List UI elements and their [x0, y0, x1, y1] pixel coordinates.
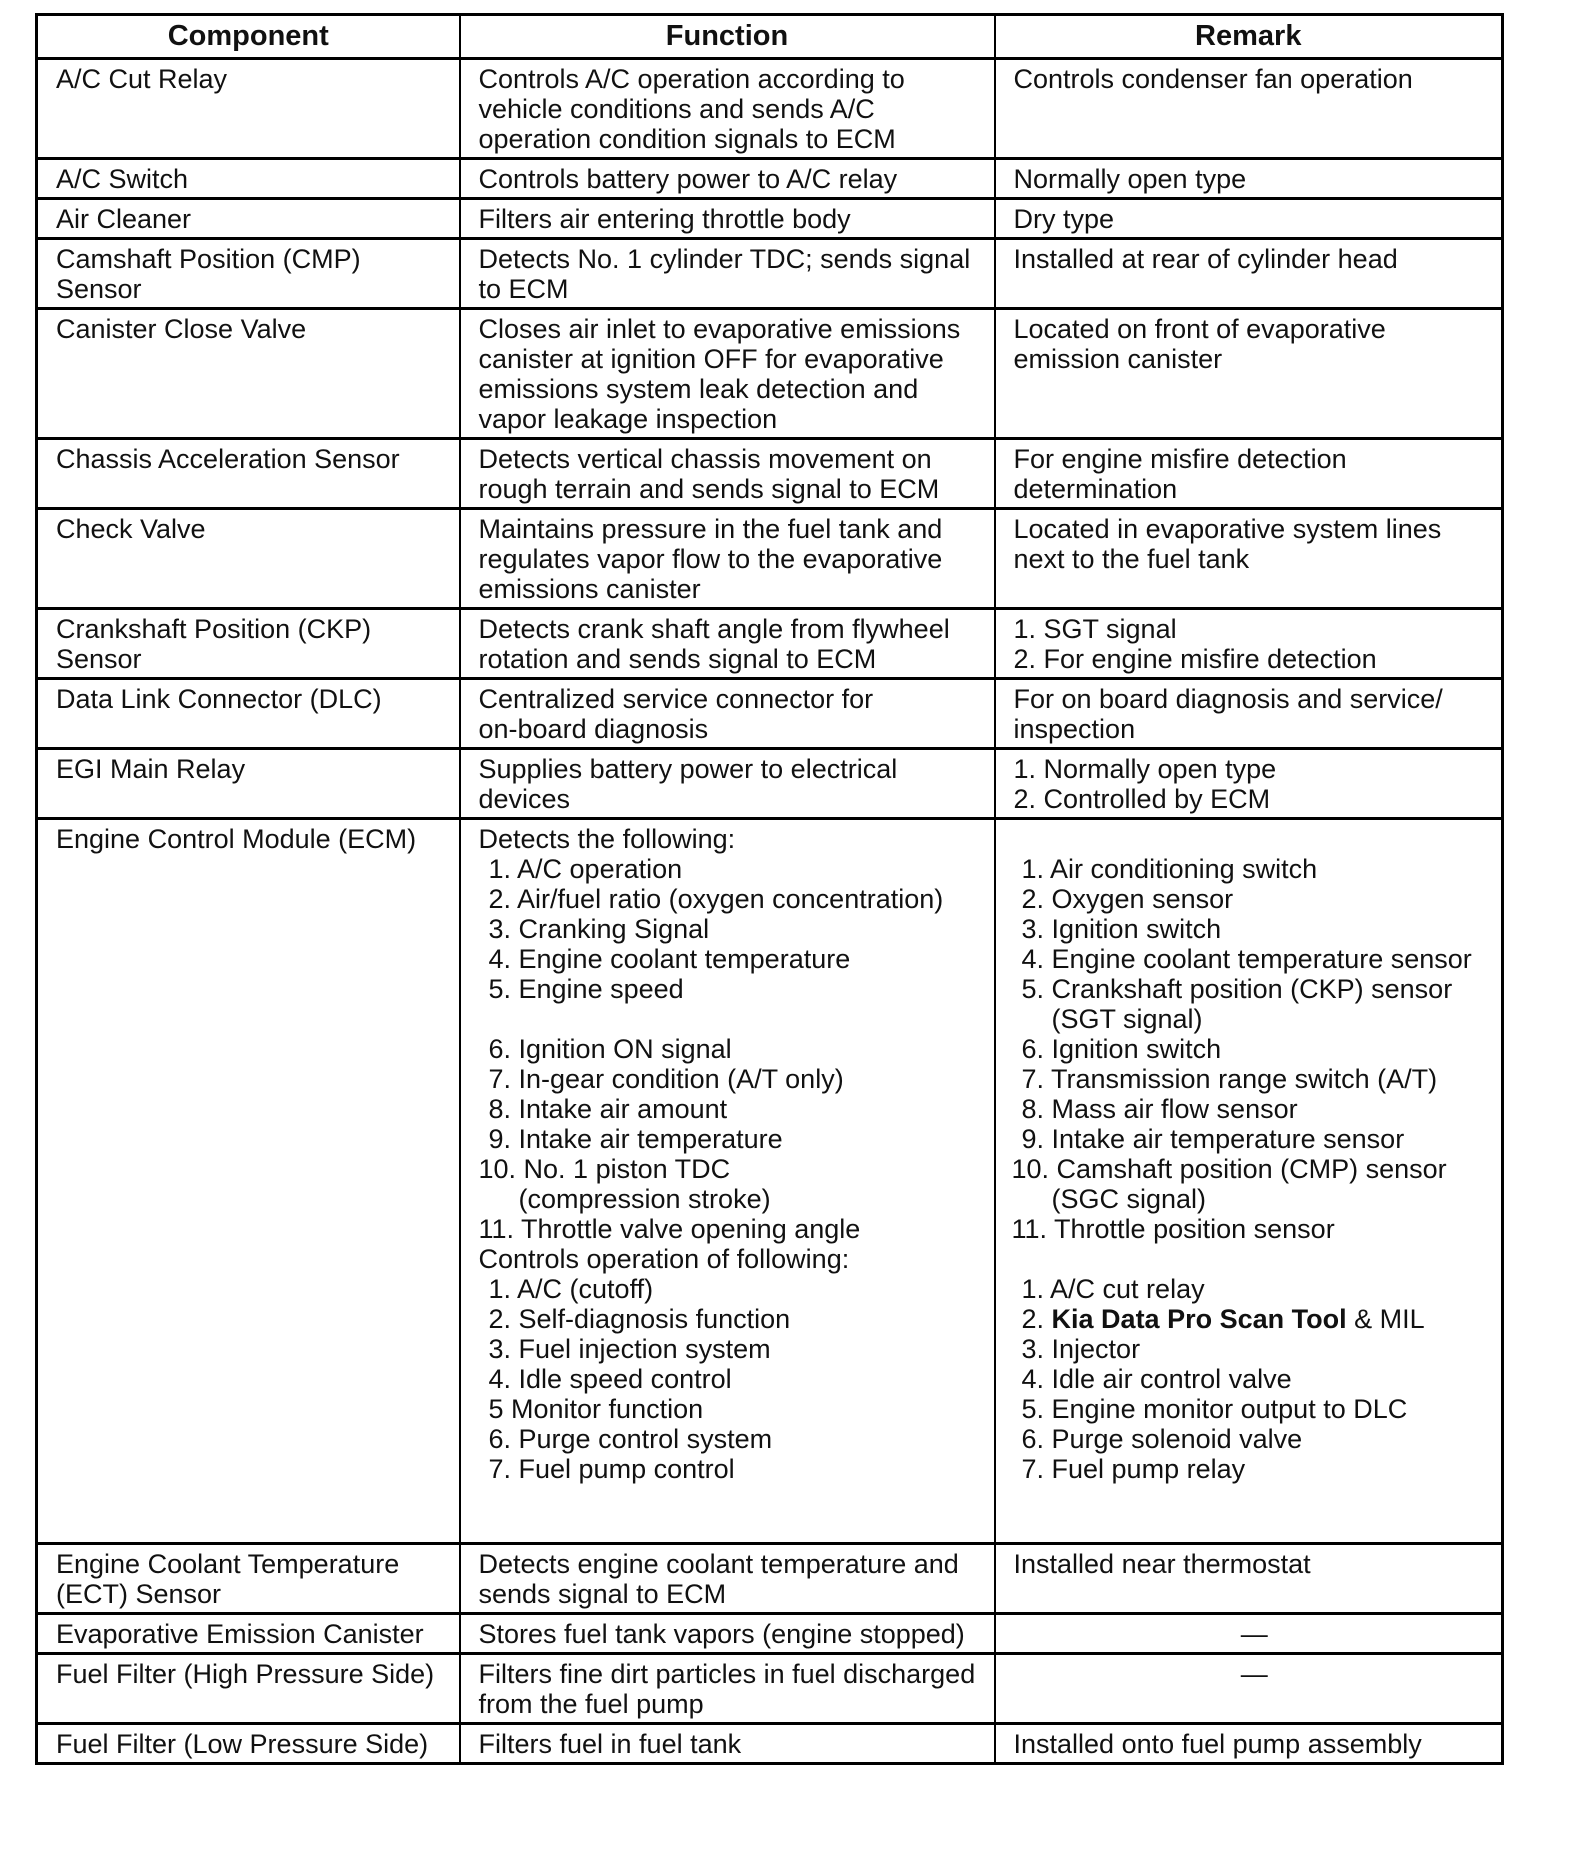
remark-text: Located on front of evaporative — [1013, 314, 1386, 344]
component-text: Fuel Filter (Low Pressure Side) — [56, 1729, 429, 1759]
function-text: Controls battery power to A/C relay — [478, 164, 898, 194]
ecm-output-item-scan-tool — [1012, 1304, 1496, 1334]
table-row — [37, 749, 1503, 819]
function-text: Maintains pressure in the fuel tank and — [478, 514, 943, 544]
remark-cell — [995, 1614, 1503, 1654]
component-text: Chassis Acceleration Sensor — [56, 444, 400, 474]
ecm-detect-item: 10. No. 1 piston TDC — [478, 1154, 731, 1184]
component-cell — [37, 309, 460, 439]
remark-text: Controls condenser fan operation — [1013, 64, 1413, 94]
component-text: Engine Coolant Temperature — [56, 1549, 400, 1579]
ecm-output-item: 6. Purge solenoid valve — [1021, 1424, 1303, 1454]
ecm-detect-item: 3. Cranking Signal — [488, 914, 710, 944]
table-row — [37, 1614, 1503, 1654]
function-cell — [460, 1544, 995, 1614]
function-text: Closes air inlet to evaporative emissions — [478, 314, 961, 344]
ecm-detects-heading: Detects the following: — [478, 824, 736, 854]
table-row — [37, 159, 1503, 199]
table-row — [37, 439, 1503, 509]
function-text: rough terrain and sends signal to ECM — [478, 474, 940, 504]
component-cell — [37, 509, 460, 609]
remark-text: For on board diagnosis and service/ — [1013, 684, 1443, 714]
ecm-detect-item: 1. A/C operation — [488, 854, 683, 884]
ecm-input-item: 2. Oxygen sensor — [1021, 884, 1234, 914]
table-row — [37, 1724, 1503, 1764]
remark-cell — [995, 199, 1503, 239]
remark-text: Dry type — [1013, 204, 1115, 234]
ecm-detect-item: 2. Air/fuel ratio (oxygen concentration) — [488, 884, 944, 914]
table-body-before — [37, 59, 1503, 819]
table-row — [37, 1654, 1503, 1724]
component-text: A/C Cut Relay — [56, 64, 228, 94]
remark-text: emission canister — [1013, 344, 1223, 374]
ecm-component-label: Engine Control Module (ECM) — [56, 824, 417, 854]
function-cell — [460, 1724, 995, 1764]
component-cell — [37, 1654, 460, 1724]
component-cell — [37, 679, 460, 749]
ecm-detect-item: 8. Intake air amount — [488, 1094, 728, 1124]
remark-text: Located in evaporative system lines — [1013, 514, 1442, 544]
function-text: sends signal to ECM — [478, 1579, 727, 1609]
component-cell — [37, 239, 460, 309]
table-row — [37, 509, 1503, 609]
table-row — [37, 59, 1503, 159]
component-cell — [37, 609, 460, 679]
table-row — [37, 199, 1503, 239]
component-cell — [37, 59, 460, 159]
spacer — [479, 1004, 988, 1034]
remark-cell — [995, 1654, 1503, 1724]
ecm-output-prefix: 2. — [1021, 1304, 1052, 1334]
component-cell — [37, 1614, 460, 1654]
ecm-component-cell — [37, 819, 460, 1544]
component-text: Crankshaft Position (CKP) — [56, 614, 372, 644]
ecm-control-item: 4. Idle speed control — [488, 1364, 732, 1394]
component-text: Canister Close Valve — [56, 314, 307, 344]
remark-text: next to the fuel tank — [1013, 544, 1250, 574]
ecm-output-item: 5. Engine monitor output to DLC — [1021, 1394, 1408, 1424]
remark-cell — [995, 609, 1503, 679]
function-text: devices — [478, 784, 571, 814]
function-text: Controls A/C operation according to — [478, 64, 905, 94]
remark-cell — [995, 59, 1503, 159]
ecm-remark-cell — [995, 819, 1503, 1544]
ecm-detect-item: 7. In-gear condition (A/T only) — [488, 1064, 844, 1094]
ecm-control-item: 6. Purge control system — [488, 1424, 773, 1454]
component-cell — [37, 159, 460, 199]
ecm-input-item: 1. Air conditioning switch — [1021, 854, 1318, 884]
remark-text: 1. Normally open type — [1013, 754, 1277, 784]
function-text: Detects No. 1 cylinder TDC; sends signal — [478, 244, 971, 274]
component-cell — [37, 749, 460, 819]
ecm-input-item: 7. Transmission range switch (A/T) — [1021, 1064, 1438, 1094]
component-table-document — [35, 13, 1501, 1765]
function-text: regulates vapor flow to the evaporative — [478, 544, 943, 574]
ecm-output-suffix: & MIL — [1346, 1304, 1425, 1334]
remark-cell — [995, 1544, 1503, 1614]
component-text: Evaporative Emission Canister — [56, 1619, 424, 1649]
component-text: Fuel Filter (High Pressure Side) — [56, 1659, 435, 1689]
ecm-detect-item-continuation: (compression stroke) — [518, 1184, 771, 1214]
component-table — [35, 13, 1504, 1765]
function-text: Detects engine coolant temperature and — [478, 1549, 959, 1579]
remark-text: Installed at rear of cylinder head — [1013, 244, 1398, 274]
ecm-function-cell — [460, 819, 995, 1544]
remark-text: Normally open type — [1013, 164, 1247, 194]
function-text: on-board diagnosis — [478, 714, 709, 744]
function-cell — [460, 609, 995, 679]
function-text: Stores fuel tank vapors (engine stopped) — [478, 1619, 965, 1649]
ecm-input-item: 8. Mass air flow sensor — [1021, 1094, 1298, 1124]
component-text: Sensor — [56, 644, 142, 674]
header-function: Function — [460, 15, 995, 59]
function-cell — [460, 159, 995, 199]
remark-dash: — — [1240, 1619, 1268, 1649]
spacer — [1012, 1244, 1496, 1274]
function-text: operation condition signals to ECM — [478, 124, 896, 154]
ecm-section — [37, 819, 1503, 1544]
ecm-detect-item: 9. Intake air temperature — [488, 1124, 783, 1154]
header-remark: Remark — [995, 15, 1503, 59]
table-body-after — [37, 1544, 1503, 1764]
component-text: Air Cleaner — [56, 204, 192, 234]
remark-text: For engine misfire detection — [1013, 444, 1347, 474]
function-text: Centralized service connector for — [478, 684, 874, 714]
ecm-input-item: 5. Crankshaft position (CKP) sensor — [1021, 974, 1453, 1004]
ecm-controls-heading: Controls operation of following: — [478, 1244, 850, 1274]
component-text: (ECT) Sensor — [56, 1579, 222, 1609]
ecm-detect-item: 6. Ignition ON signal — [488, 1034, 732, 1064]
function-cell — [460, 679, 995, 749]
ecm-input-item-continuation: (SGC signal) — [1051, 1184, 1207, 1214]
function-text: vapor leakage inspection — [478, 404, 778, 434]
ecm-detect-item: 4. Engine coolant temperature — [488, 944, 851, 974]
ecm-control-item: 2. Self-diagnosis function — [488, 1304, 791, 1334]
component-cell — [37, 1724, 460, 1764]
table-row — [37, 679, 1503, 749]
function-cell — [460, 1614, 995, 1654]
spacer — [1012, 824, 1496, 854]
ecm-input-item: 3. Ignition switch — [1021, 914, 1222, 944]
component-text: EGI Main Relay — [56, 754, 246, 784]
function-text: Filters fine dirt particles in fuel discharged — [478, 1659, 976, 1689]
ecm-control-item: 7. Fuel pump control — [488, 1454, 735, 1484]
function-cell — [460, 199, 995, 239]
ecm-input-item-continuation: (SGT signal) — [1051, 1004, 1203, 1034]
remark-text: 2. For engine misfire detection — [1013, 644, 1377, 674]
remark-cell — [995, 439, 1503, 509]
ecm-detect-item: 11. Throttle valve opening angle — [478, 1214, 861, 1244]
function-text: vehicle conditions and sends A/C — [478, 94, 875, 124]
function-text: to ECM — [478, 274, 569, 304]
function-text: Filters air entering throttle body — [478, 204, 851, 234]
function-cell — [460, 509, 995, 609]
table-row — [37, 1544, 1503, 1614]
component-text: Sensor — [56, 274, 142, 304]
table-header-row — [37, 15, 1503, 59]
remark-text: 2. Controlled by ECM — [1013, 784, 1271, 814]
function-cell — [460, 439, 995, 509]
remark-cell — [995, 749, 1503, 819]
function-cell — [460, 309, 995, 439]
ecm-input-item: 11. Throttle position sensor — [1011, 1214, 1335, 1244]
component-text: Camshaft Position (CMP) — [56, 244, 361, 274]
component-text: Check Valve — [56, 514, 206, 544]
table-row — [37, 309, 1503, 439]
ecm-control-item: 5 Monitor function — [488, 1394, 704, 1424]
function-text: emissions system leak detection and — [478, 374, 919, 404]
remark-cell — [995, 159, 1503, 199]
function-text: from the fuel pump — [478, 1689, 704, 1719]
ecm-input-item: 4. Engine coolant temperature sensor — [1021, 944, 1472, 974]
component-cell — [37, 1544, 460, 1614]
function-text: Detects crank shaft angle from flywheel — [478, 614, 950, 644]
ecm-control-item: 1. A/C (cutoff) — [488, 1274, 654, 1304]
function-text: Supplies battery power to electrical — [478, 754, 898, 784]
scan-tool-name: Kia Data Pro Scan Tool — [1051, 1304, 1347, 1334]
remark-text: Installed onto fuel pump assembly — [1013, 1729, 1422, 1759]
ecm-output-item: 3. Injector — [1021, 1334, 1141, 1364]
function-text: Detects vertical chassis movement on — [478, 444, 932, 474]
ecm-output-item: 7. Fuel pump relay — [1021, 1454, 1246, 1484]
remark-cell — [995, 309, 1503, 439]
function-cell — [460, 1654, 995, 1724]
function-text: Filters fuel in fuel tank — [478, 1729, 742, 1759]
function-cell — [460, 59, 995, 159]
table-row-ecm — [37, 819, 1503, 1544]
component-text: Data Link Connector (DLC) — [56, 684, 382, 714]
component-text: A/C Switch — [56, 164, 189, 194]
remark-dash: — — [1240, 1659, 1268, 1689]
ecm-input-item: 9. Intake air temperature sensor — [1021, 1124, 1405, 1154]
component-cell — [37, 439, 460, 509]
function-text: emissions canister — [478, 574, 701, 604]
remark-cell — [995, 239, 1503, 309]
ecm-input-item: 6. Ignition switch — [1021, 1034, 1222, 1064]
ecm-detect-item: 5. Engine speed — [488, 974, 684, 1004]
table-row — [37, 609, 1503, 679]
remark-cell — [995, 509, 1503, 609]
function-cell — [460, 749, 995, 819]
ecm-output-item: 1. A/C cut relay — [1021, 1274, 1205, 1304]
remark-text: 1. SGT signal — [1013, 614, 1177, 644]
table-row — [37, 239, 1503, 309]
function-text: rotation and sends signal to ECM — [478, 644, 877, 674]
ecm-input-item: 10. Camshaft position (CMP) sensor — [1011, 1154, 1447, 1184]
component-cell — [37, 199, 460, 239]
header-component: Component — [37, 15, 460, 59]
remark-text: determination — [1013, 474, 1178, 504]
function-text: canister at ignition OFF for evaporative — [478, 344, 944, 374]
remark-text: Installed near thermostat — [1013, 1549, 1311, 1579]
remark-text: inspection — [1013, 714, 1136, 744]
ecm-output-item: 4. Idle air control valve — [1021, 1364, 1292, 1394]
remark-cell — [995, 679, 1503, 749]
function-cell — [460, 239, 995, 309]
ecm-control-item: 3. Fuel injection system — [488, 1334, 771, 1364]
remark-cell — [995, 1724, 1503, 1764]
